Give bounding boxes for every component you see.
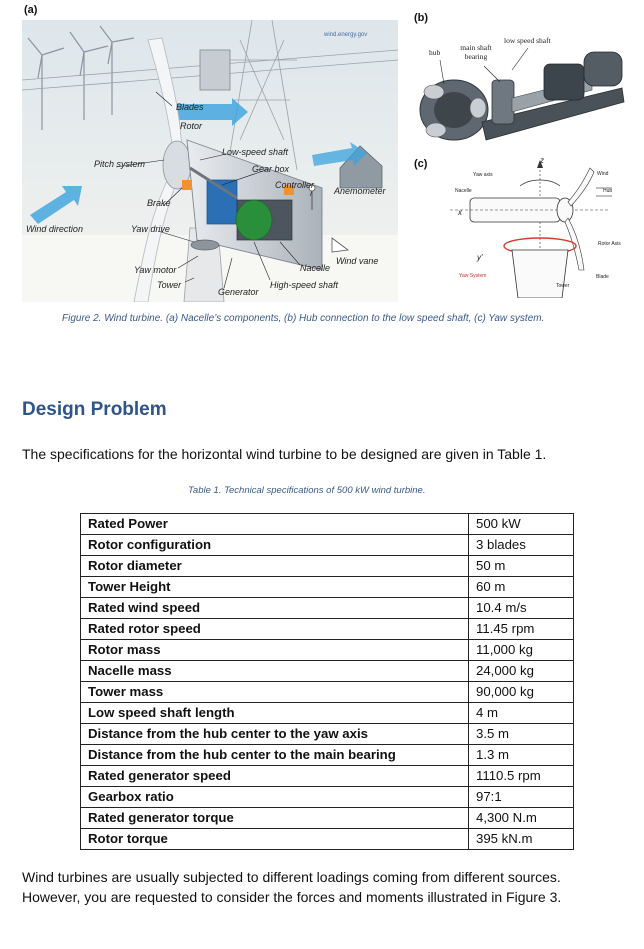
spec-name-cell: Tower mass (81, 682, 469, 703)
spec-name-cell: Rated generator torque (81, 808, 469, 829)
spec-name-cell: Rated rotor speed (81, 619, 469, 640)
table-row (81, 535, 574, 556)
callout-nacelle: Nacelle (300, 263, 331, 273)
table-row (81, 829, 574, 850)
spec-value-cell: 11,000 kg (469, 640, 574, 661)
spec-name-cell: Rated Power (81, 514, 469, 535)
spec-value-cell: 4,300 N.m (469, 808, 574, 829)
spec-name-cell: Low speed shaft length (81, 703, 469, 724)
spec-value-cell: 395 kN.m (469, 829, 574, 850)
spec-value-cell: 3.5 m (469, 724, 574, 745)
table-row (81, 787, 574, 808)
table-row (81, 682, 574, 703)
callout-high-speed-shaft: High-speed shaft (270, 280, 339, 290)
callout-main-shaft-bearing-line1: main shaft (460, 43, 492, 52)
table-row (81, 703, 574, 724)
main-shaft-bearing-shape (492, 80, 514, 124)
table-row (81, 724, 574, 745)
tower-shape-c (512, 250, 568, 298)
spec-name-cell: Nacelle mass (81, 661, 469, 682)
callout-main-shaft-bearing-line2: bearing (464, 52, 488, 61)
table-row (81, 619, 574, 640)
brake-shape (182, 180, 192, 190)
spec-value-cell: 1.3 m (469, 745, 574, 766)
callout-wind: Wind (597, 171, 609, 177)
table-row (81, 514, 574, 535)
spec-value-cell: 11.45 rpm (469, 619, 574, 640)
spec-value-cell: 10.4 m/s (469, 598, 574, 619)
yaw-drive-shape (191, 240, 219, 250)
spec-name-cell: Gearbox ratio (81, 787, 469, 808)
callout-wind-vane: Wind vane (336, 256, 379, 266)
generator-ring (236, 200, 272, 240)
table-row (81, 808, 574, 829)
hub-shape (420, 80, 488, 140)
callout-yaw-motor: Yaw motor (134, 265, 177, 275)
callout-hub-c: Hub (603, 188, 613, 194)
spec-value-cell: 3 blades (469, 535, 574, 556)
hub-shaft-illustration (412, 30, 627, 150)
spec-value-cell: 60 m (469, 577, 574, 598)
callout-main-shaft-bearing (457, 43, 495, 61)
closing-paragraph-line2: However, you are requested to consider the forces and moments illustrated in Figure 3. (22, 889, 562, 905)
callout-tower-c: Tower (556, 283, 570, 289)
spec-value-cell: 500 kW (469, 514, 574, 535)
table-row (81, 745, 574, 766)
callout-low-speed-shaft: Low-speed shaft (222, 147, 289, 157)
spec-name-cell: Distance from the hub center to the yaw axis (81, 724, 469, 745)
spec-name-cell: Rated wind speed (81, 598, 469, 619)
callout-yaw-drive: Yaw drive (131, 224, 170, 234)
callout-yaw-system: Yaw System (459, 273, 487, 279)
spec-name-cell: Rotor diameter (81, 556, 469, 577)
axis-label-x: x (458, 208, 462, 217)
callout-wind-direction: Wind direction (26, 224, 83, 234)
gearbox-shape (544, 64, 584, 100)
callout-pitch-system: Pitch system (94, 159, 146, 169)
figure-caption: Figure 2. Wind turbine. (a) Nacelle’s components, (b) Hub connection to the low speed shaft, (c) Yaw system. (62, 313, 545, 324)
axis-label-z: z (540, 156, 544, 165)
gear-box-shape (207, 180, 237, 224)
table-caption: Table 1. Technical specifications of 500 kW wind turbine. (188, 485, 426, 496)
callout-generator: Generator (218, 287, 259, 297)
callout-blades: Blades (176, 102, 204, 112)
axis-label-y: y' (477, 253, 483, 262)
section-heading: Design Problem (22, 399, 167, 420)
spec-name-cell: Distance from the hub center to the main bearing (81, 745, 469, 766)
spec-value-cell: 50 m (469, 556, 574, 577)
generator-shape-b (584, 52, 622, 86)
intro-paragraph: The specifications for the horizontal wind turbine to be designed are given in Table 1. (22, 446, 547, 462)
callout-controller: Controller (275, 180, 315, 190)
panel-a-label: (a) (24, 4, 38, 16)
spec-value-cell: 97:1 (469, 787, 574, 808)
spec-name-cell: Rated generator speed (81, 766, 469, 787)
callout-anemometer: Anemometer (334, 186, 386, 196)
specifications-table-body (81, 514, 574, 850)
spec-value-cell: 24,000 kg (469, 661, 574, 682)
spec-name-cell: Tower Height (81, 577, 469, 598)
table-row (81, 556, 574, 577)
blade-shape (568, 168, 594, 206)
callout-rotor-axis: Rotor Axis (598, 241, 621, 247)
spec-value-cell: 90,000 kg (469, 682, 574, 703)
table-row (81, 661, 574, 682)
table-row (81, 640, 574, 661)
callout-brake: Brake (147, 198, 171, 208)
table-row (81, 577, 574, 598)
callout-nacelle-c: Nacelle (455, 188, 472, 194)
callout-blade: Blade (596, 274, 609, 280)
table-row (81, 598, 574, 619)
panel-b-label: (b) (414, 12, 429, 24)
callout-gear-box: Gear box (252, 164, 290, 174)
closing-paragraph-line1: Wind turbines are usually subjected to different loadings coming from different sources. (22, 869, 561, 885)
callout-low-speed-shaft-b: low speed shaft (504, 36, 551, 45)
spec-value-cell: 1110.5 rpm (469, 766, 574, 787)
table-row (81, 766, 574, 787)
callout-rotor: Rotor (180, 121, 203, 131)
callout-hub-b: hub (429, 48, 441, 57)
transformer-box (200, 50, 230, 90)
spec-name-cell: Rotor mass (81, 640, 469, 661)
specifications-table (80, 513, 574, 850)
callout-yaw-axis: Yaw axis (473, 172, 493, 178)
spec-name-cell: Rotor torque (81, 829, 469, 850)
source-watermark: wind.energy.gov (324, 32, 368, 38)
spec-name-cell: Rotor configuration (81, 535, 469, 556)
callout-tower: Tower (157, 280, 182, 290)
panel-c-label: (c) (414, 158, 428, 170)
spec-value-cell: 4 m (469, 703, 574, 724)
